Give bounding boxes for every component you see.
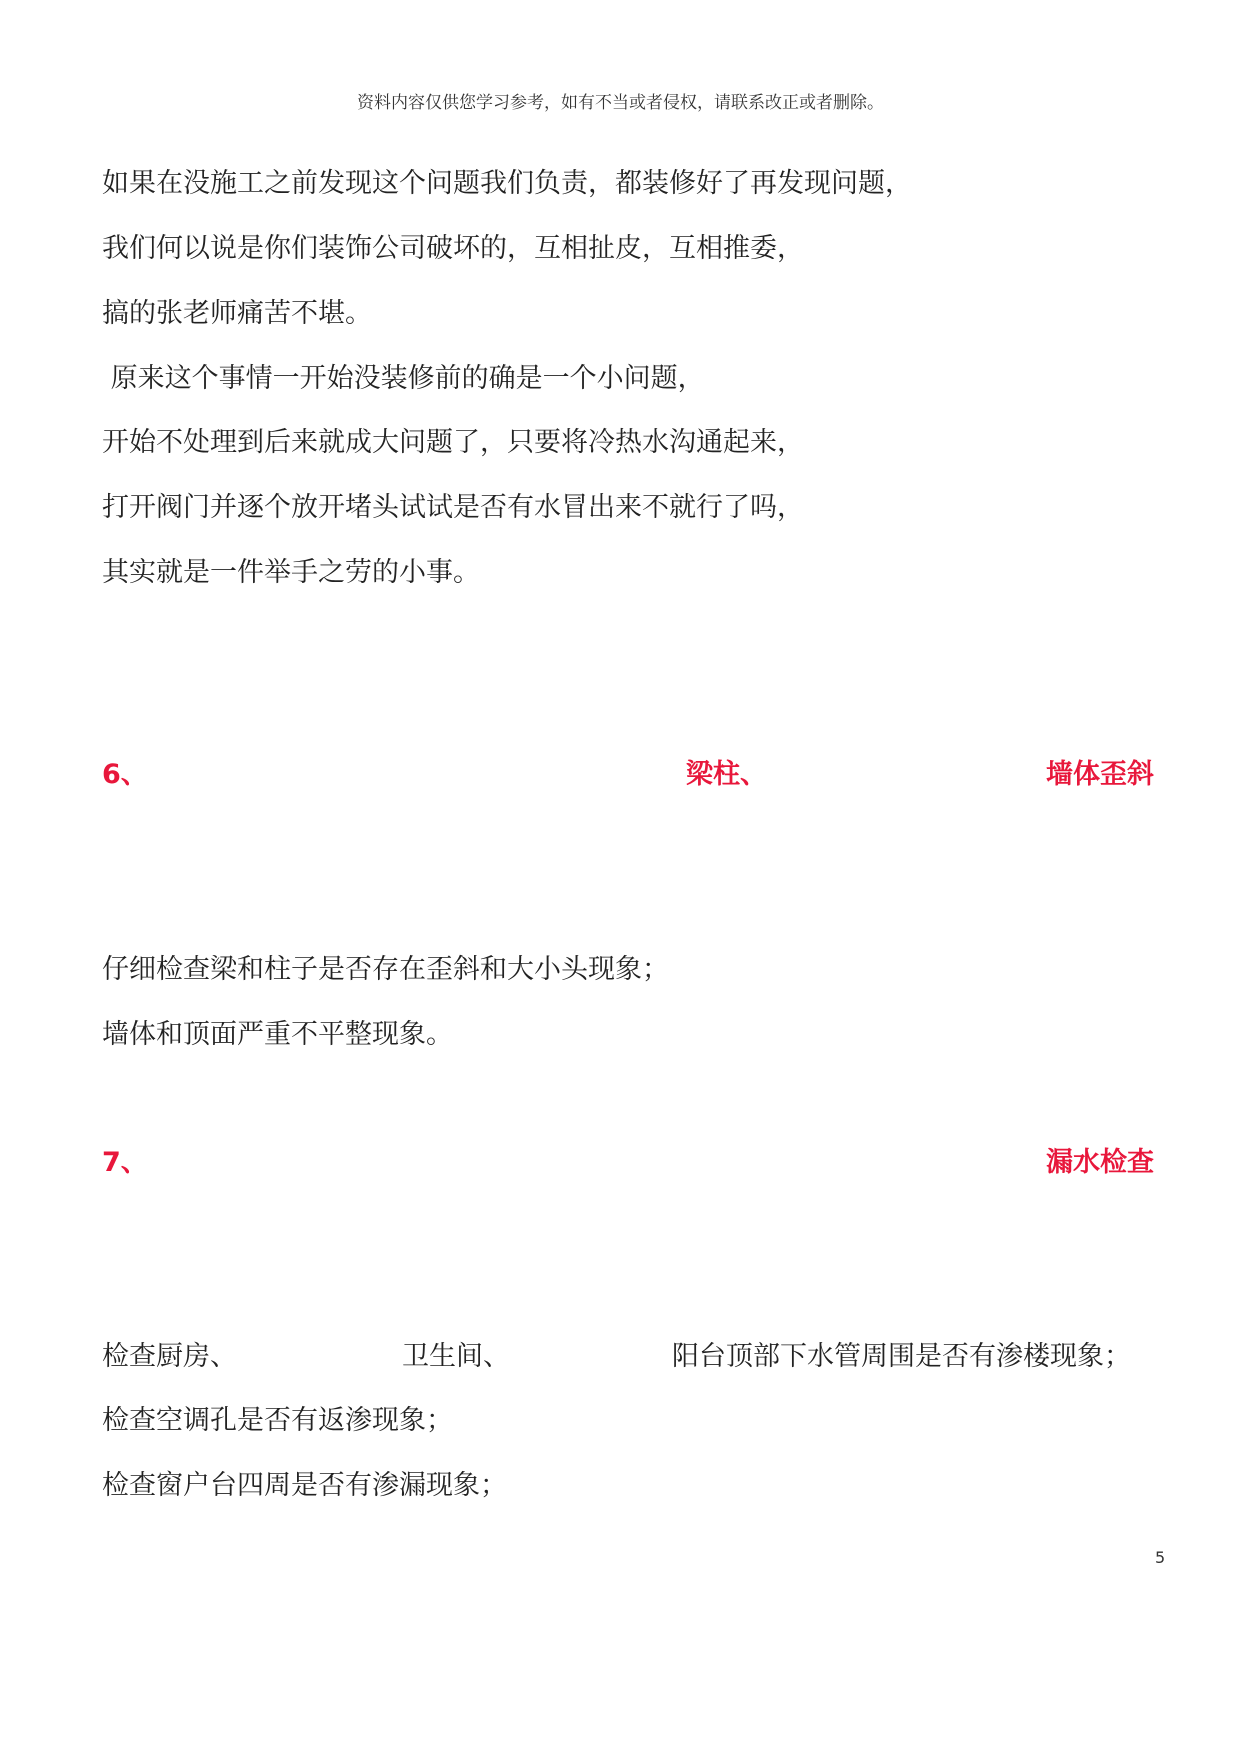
body-line: 我们何以说是你们装饰公司破坏的，互相扯皮，互相推委， (102, 233, 804, 264)
section-6-line: 墙体和顶面严重不平整现象。 (102, 1019, 453, 1050)
section-6-number: 6、 (102, 759, 148, 790)
section-7-title: 漏水检查 (1046, 1147, 1154, 1178)
body-line: 其实就是一件举手之劳的小事。 (102, 557, 480, 588)
section-6-line: 仔细检查梁和柱子是否存在歪斜和大小头现象； (102, 954, 669, 985)
body-line: 打开阀门并逐个放开堵头试试是否有水冒出来不就行了吗， (102, 492, 804, 523)
body-line: 原来这个事情一开始没装修前的确是一个小问题， (102, 363, 705, 394)
section-7-line: 检查窗户台四周是否有渗漏现象； (102, 1470, 507, 1501)
page-number: 5 (1155, 1548, 1166, 1567)
section-6-title-part: 梁柱、 (686, 759, 767, 790)
section-7-line: 检查空调孔是否有返渗现象； (102, 1405, 453, 1436)
section-6-title-part: 墙体歪斜 (1046, 759, 1154, 790)
body-line: 开始不处理到后来就成大问题了，只要将冷热水沟通起来， (102, 427, 804, 458)
body-line: 搞的张老师痛苦不堪。 (102, 298, 372, 329)
header-disclaimer: 资料内容仅供您学习参考，如有不当或者侵权，请联系改正或者删除。 (357, 93, 884, 113)
section-7-line-part: 卫生间、 (402, 1341, 510, 1372)
section-7-line-part: 检查厨房、 (102, 1341, 237, 1372)
body-line: 如果在没施工之前发现这个问题我们负责，都装修好了再发现问题， (102, 168, 912, 199)
section-7-line-part: 阳台顶部下水管周围是否有渗楼现象； (672, 1341, 1131, 1372)
section-7-number: 7、 (102, 1147, 148, 1178)
